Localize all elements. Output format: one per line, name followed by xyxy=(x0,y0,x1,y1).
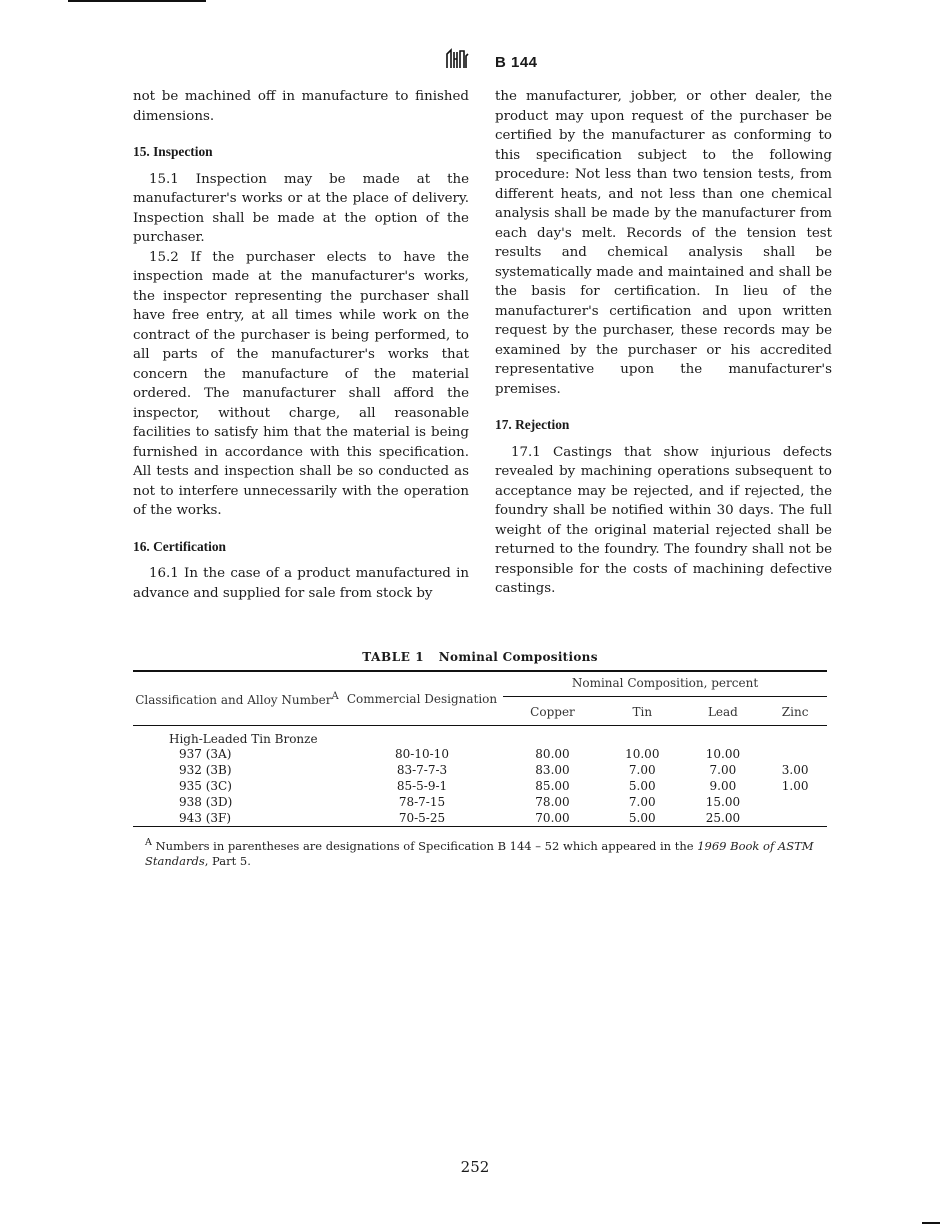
header-copper: Copper xyxy=(530,705,575,719)
header-lead: Lead xyxy=(707,705,738,719)
spec-number: B 144 xyxy=(495,54,538,71)
table-title: Nominal Compositions xyxy=(438,650,598,664)
page-number: 252 xyxy=(460,1158,490,1176)
header-tin: Tin xyxy=(632,705,653,719)
table-number: TABLE 1 xyxy=(362,650,425,664)
section-15-heading: 15. Inspection xyxy=(133,144,213,159)
left-continuation-paragraph: not be machined off in manufacture to finished dimensions. xyxy=(133,89,469,124)
header-zinc: Zinc xyxy=(781,705,809,719)
compositions-table xyxy=(133,670,827,827)
table-footnote: $^A$ Numbers in parentheses are designations of Specification B 144 – 52 which appeared in the 1969 Book of ASTM Standards, Part 5. xyxy=(145,837,814,868)
header-nominal-composition: Nominal Composition, percent xyxy=(503,672,827,697)
left-column xyxy=(133,87,469,603)
table-row: 938 (3D) 78-7-15 78.00 7.00 15.00 xyxy=(179,795,741,809)
footnote-mark: A xyxy=(145,837,152,848)
top-rule-line xyxy=(68,0,206,2)
header-classification: Classification and Alloy Number$^A$ xyxy=(135,691,339,707)
section-16-heading: 16. Certification xyxy=(133,538,226,554)
footnote-book-title: 1969 Book of ASTM Standards xyxy=(145,838,814,868)
table-1 xyxy=(133,650,827,869)
table-header-row xyxy=(133,672,827,697)
paragraph-15-2: 15.2 If the purchaser elects to have the inspection made at the manufacturer's works, the inspector representing the purchaser shall have free entry, at all times while work on the contract of the purchaser is being performed, to all parts of the manufacturer's works that concern the manufacture of the material ordered. The manufacturer shall afford the inspector, without charge, all reasonable facilities to satisfy him that the material is being furnished in accordance with this specification. All tests and inspection shall be so conducted as not to interfere unnecessarily with the operation of the works. xyxy=(133,249,469,518)
footnote-ref: A xyxy=(331,691,339,702)
table-caption xyxy=(133,650,827,664)
astm-logo-icon xyxy=(444,48,470,72)
table-group-row xyxy=(133,732,827,746)
table-row: 932 (3B) 83-7-7-3 83.00 7.00 7.00 3.00 xyxy=(179,763,809,777)
right-continuation-paragraph: the manufacturer, jobber, or other dealer, the product may upon request of the purchaser be certified by the manufacturer as conforming to this specification subject to the following procedure: Not less than two tension tests, from different heats, and not less than one chemical analysis shall be made by the manufacturer from each day's melt. Records of the tension test results and chemical analysis shall be systematically made and maintained and shall be the basis for certification. In lieu of the manufacturer's certification and upon written request by the purchaser, these records may be examined by the purchaser or his accredited representative upon the manufacturer's premises. xyxy=(495,89,832,397)
table-row: 943 (3F) 70-5-25 70.00 5.00 25.00 xyxy=(179,811,741,825)
table-row: 937 (3A) 80-10-10 80.00 10.00 10.00 xyxy=(179,747,741,761)
group-label: High-Leaded Tin Bronze xyxy=(169,732,318,746)
right-column xyxy=(495,87,832,599)
header-commercial-designation: Commercial Designation xyxy=(346,691,498,706)
corner-rule-line xyxy=(922,1222,940,1224)
paragraph-15-1: 15.1 Inspection may be made at the manufacturer's works or at the place of delivery. Inspection shall be made at the option of the purchaser. xyxy=(133,171,469,245)
section-17-heading: 17. Rejection xyxy=(495,417,570,432)
paragraph-17-1: 17.1 Castings that show injurious defects revealed by machining operations subsequent to acceptance may be rejected, and if rejected, the foundry shall be notified within 30 days. The full weight of the original material rejected shall be returned to the foundry. The foundry shall not be responsible for the costs of machining defective castings. xyxy=(495,444,832,596)
paragraph-16-1: 16.1 In the case of a product manufactured in advance and supplied for sale from stock by xyxy=(133,566,469,601)
page-header xyxy=(0,48,950,78)
table-row: 935 (3C) 85-5-9-1 85.00 5.00 9.00 1.00 xyxy=(179,779,809,793)
